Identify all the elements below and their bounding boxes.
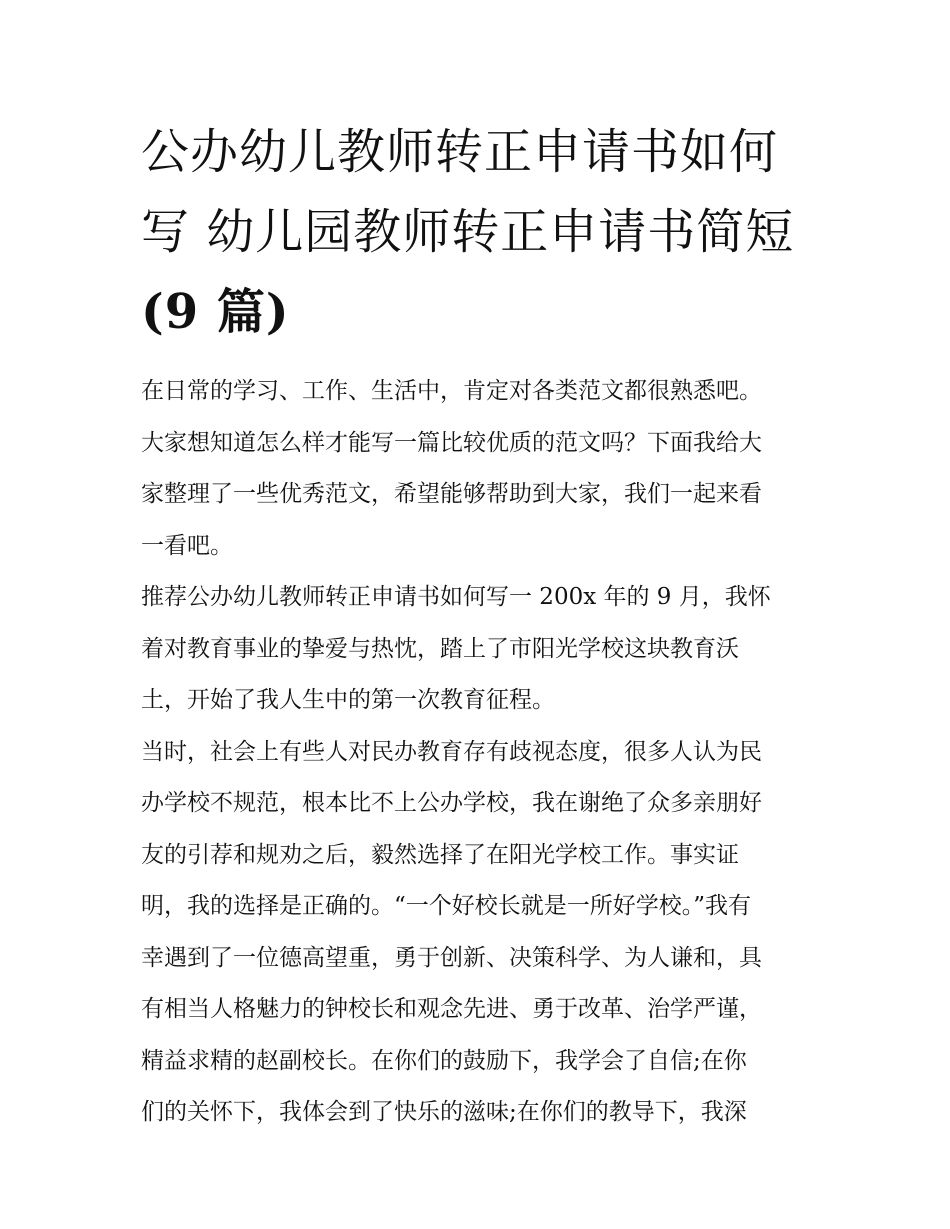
text-line: 大家想知道怎么样才能写一篇比较优质的范文吗？下面我给大 [141, 429, 762, 456]
text-line: 土，开始了我人生中的第一次教育征程。 [141, 687, 555, 713]
paragraph [141, 572, 821, 727]
text-line: 明，我的选择是正确的。“一个好校长就是一所好学校。”我有 [141, 893, 752, 919]
text-line: 着对教育事业的挚爱与热忱，踏上了市阳光学校这块教育沃 [141, 635, 739, 662]
title-line: (9 篇) [141, 284, 290, 340]
text-line: 精益求精的赵副校长。在你们的鼓励下，我学会了自信;在你 [141, 1047, 747, 1074]
title-line: 写 幼儿园教师转正申请书简短 [141, 204, 795, 260]
text-line: 家整理了一些优秀范文，希望能够帮助到大家，我们一起来看 [141, 481, 762, 507]
text-line: 友的引荐和规劝之后，毅然选择了在阳光学校工作。事实证 [141, 841, 739, 868]
text-line: 当时，社会上有些人对民办教育存有歧视态度，很多人认为民 [141, 738, 762, 765]
title-line: 公办幼儿教师转正申请书如何 [141, 124, 779, 180]
text-line: 办学校不规范，根本比不上公办学校，我在谢绝了众多亲朋好 [141, 790, 762, 816]
document-body [141, 366, 821, 1139]
text-line: 在日常的学习、工作、生活中，肯定对各类范文都很熟悉吧。 [141, 378, 762, 404]
text-line: 幸遇到了一位德高望重，勇于创新、决策科学、为人谦和，具 [141, 944, 762, 971]
text-line: 们的关怀下，我体会到了快乐的滋味;在你们的教导下，我深 [141, 1099, 747, 1125]
document-page [141, 112, 821, 1139]
paragraph [141, 366, 821, 572]
text-line: 推荐公办幼儿教师转正申请书如何写一 200x 年的 9 月，我怀 [141, 584, 771, 610]
text-line: 一看吧。 [141, 532, 233, 559]
text-line: 有相当人格魅力的钟校长和观念先进、勇于改革、治学严谨， [141, 996, 762, 1022]
paragraph [141, 727, 821, 1139]
document-title [141, 112, 821, 352]
